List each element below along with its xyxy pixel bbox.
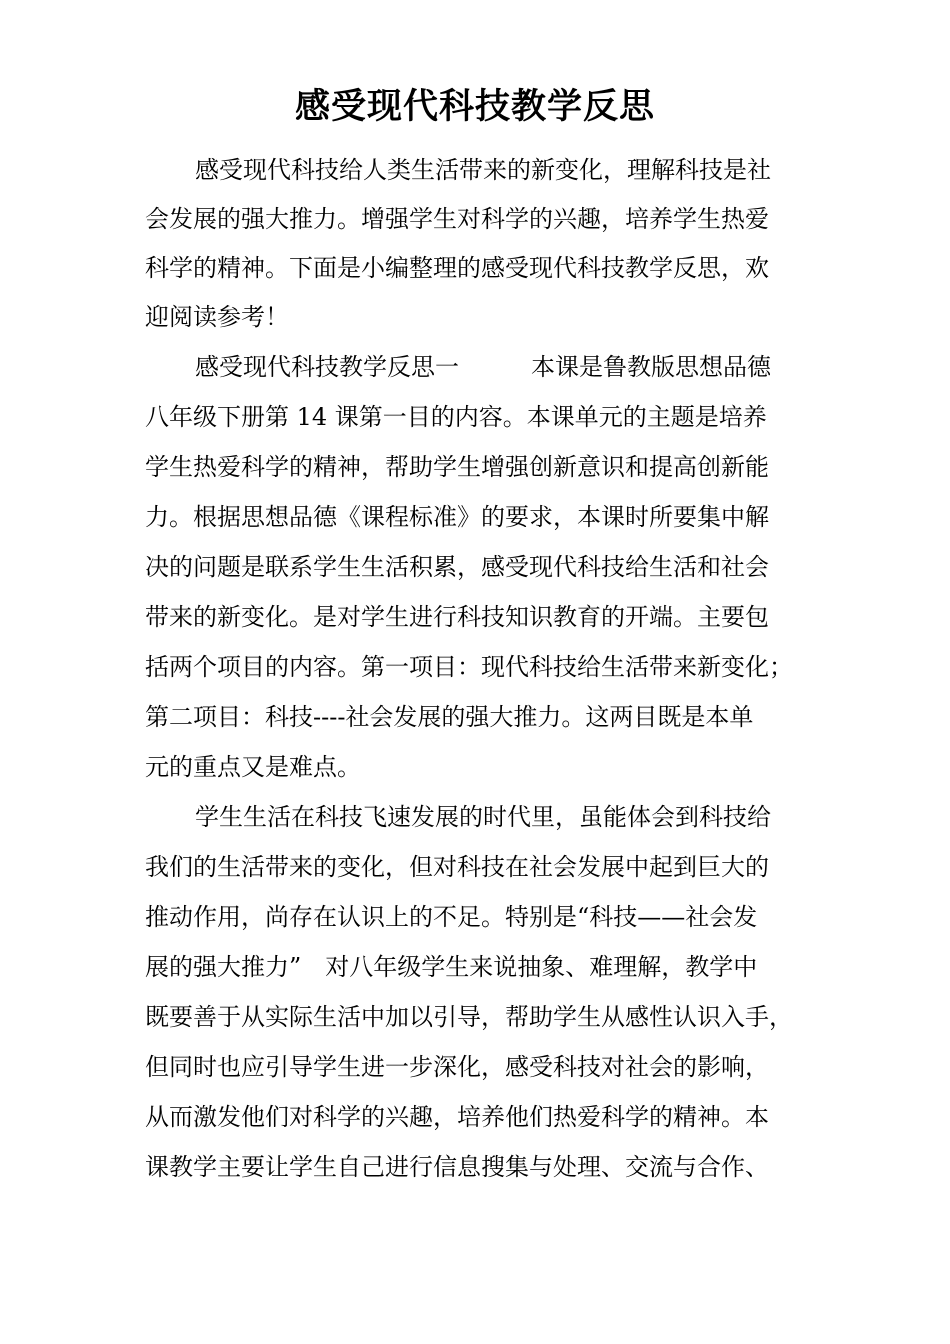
text-line: 决的问题是联系学生生活积累，感受现代科技给生活和社会 [145, 553, 769, 581]
text-line: 但同时也应引导学生进一步深化，感受科技对社会的影响， [145, 1053, 769, 1081]
text-line: 从而激发他们对科学的兴趣，培养他们热爱科学的精神。本 [145, 1103, 769, 1131]
text-line: 力。根据思想品德《课程标准》的要求，本课时所要集中解 [145, 503, 769, 531]
document-title: 感受现代科技教学反思 [294, 86, 655, 127]
text-line: 感受现代科技教学反思一 本课是鲁教版思想品德 [195, 353, 771, 381]
text-line: 八年级下册第 14 课第一目的内容。本课单元的主题是培养 [145, 403, 767, 431]
text-line: 推动作用，尚存在认识上的不足。特别是“科技——社会发 [145, 903, 758, 931]
text-line: 学生生活在科技飞速发展的时代里，虽能体会到科技给 [195, 803, 771, 831]
text-line: 迎阅读参考！ [145, 303, 289, 331]
text-line: 带来的新变化。是对学生进行科技知识教育的开端。主要包 [145, 603, 769, 631]
text-line: 感受现代科技给人类生活带来的新变化，理解科技是社 [195, 156, 771, 184]
text-line: 展的强大推力” 对八年级学生来说抽象、难理解，教学中 [145, 953, 758, 981]
text-line: 会发展的强大推力。增强学生对科学的兴趣，培养学生热爱 [145, 205, 769, 233]
text-line: 既要善于从实际生活中加以引导，帮助学生从感性认识入手， [145, 1003, 793, 1031]
text-line: 学生热爱科学的精神，帮助学生增强创新意识和提高创新能 [145, 453, 769, 481]
text-line: 括两个项目的内容。第一项目：现代科技给生活带来新变化； [145, 653, 793, 681]
text-line: 第二项目：科技----社会发展的强大推力。这两目既是本单 [145, 703, 754, 731]
text-line: 科学的精神。下面是小编整理的感受现代科技教学反思，欢 [145, 254, 769, 282]
text-line: 课教学主要让学生自己进行信息搜集与处理、交流与合作、 [145, 1153, 769, 1181]
text-line: 我们的生活带来的变化，但对科技在社会发展中起到巨大的 [145, 853, 769, 881]
text-line: 元的重点又是难点。 [145, 753, 361, 781]
